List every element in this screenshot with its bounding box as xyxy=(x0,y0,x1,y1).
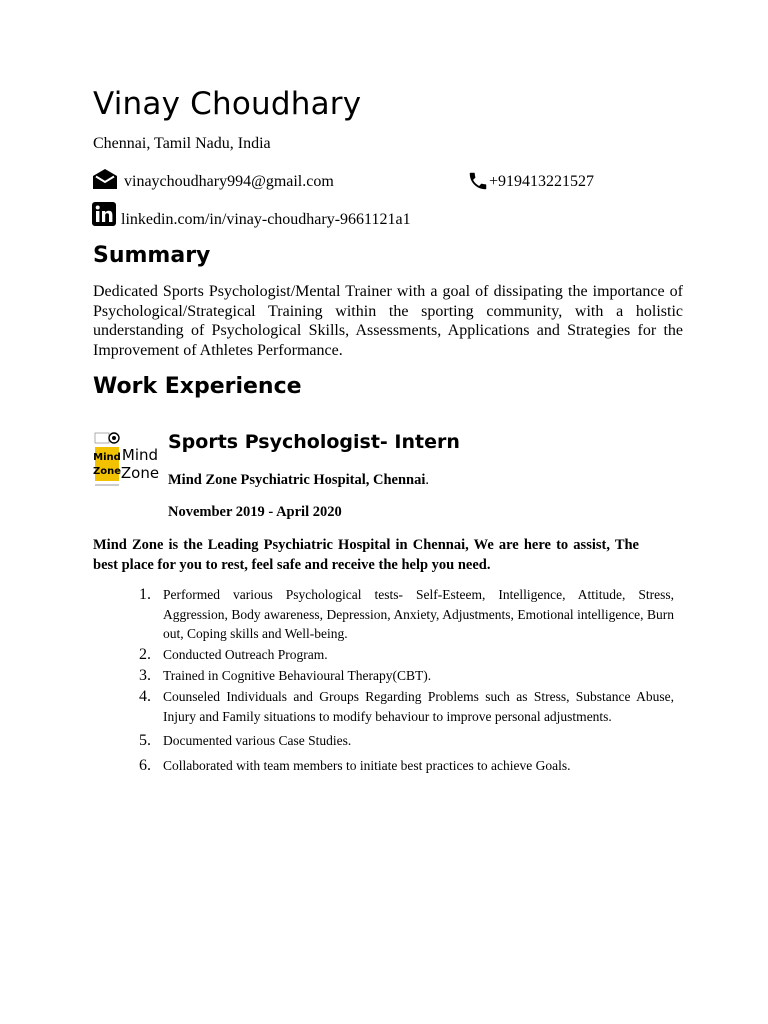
company-description: Mind Zone is the Leading Psychiatric Hospital in Chennai, We are here to assist, The best place for you to rest, feel safe and receive the help you need. xyxy=(93,537,639,573)
candidate-name: Vinay Choudhary xyxy=(93,86,362,122)
company-name xyxy=(168,472,429,489)
logo-word-zone: Zone xyxy=(120,464,159,482)
linkedin-link[interactable]: linkedin.com/in/vinay-choudhary-9661121a1 xyxy=(121,211,411,228)
list-item-number: 3. xyxy=(139,667,151,684)
company-name-text: Mind Zone Psychiatric Hospital, Chennai xyxy=(168,472,426,488)
list-item-number: 4. xyxy=(139,688,151,705)
summary-heading: Summary xyxy=(93,243,211,268)
list-item-text: Trained in Cognitive Behavioural Therapy(CBT). xyxy=(163,668,432,683)
logo-word-mind: Mind xyxy=(121,446,159,464)
list-item-text: Documented various Case Studies. xyxy=(163,733,352,748)
mind-zone-logo xyxy=(93,430,159,488)
linkedin-icon xyxy=(92,202,116,226)
email-link[interactable]: vinaychoudhary994@gmail.com xyxy=(124,173,334,190)
job-title: Sports Psychologist- Intern xyxy=(168,431,460,453)
phone-number[interactable]: +919413221527 xyxy=(489,173,595,190)
list-item xyxy=(134,666,674,686)
list-item xyxy=(134,756,674,776)
summary-text: Dedicated Sports Psychologist/Mental Trainer with a goal of dissipating the importance of Psychological/Strategical Training within the sporting community, with a holistic understanding of Psychological Skills, Assessments, Applications and Strategies for the Improvement of Athletes Performance. xyxy=(93,283,683,359)
list-item-text: Conducted Outreach Program. xyxy=(163,647,328,662)
work-experience-heading: Work Experience xyxy=(93,374,302,399)
list-item xyxy=(134,731,674,751)
list-item-text: Counseled Individuals and Groups Regarding Problems such as Stress, Substance Abuse, Injury and Family situations to modify behaviour to improve personal adjustments. xyxy=(163,689,674,724)
list-item-number: 5. xyxy=(139,732,151,749)
list-item-number: 2. xyxy=(139,646,151,663)
list-item xyxy=(134,645,674,665)
list-item xyxy=(134,585,674,644)
location-text: Chennai, Tamil Nadu, India xyxy=(93,135,271,152)
list-item-text: Performed various Psychological tests- Self-Esteem, Intelligence, Attitude, Stress, Aggression, Body awareness, Depression, Anxiety, Adjustments, Emotional intelligence, Burn out, Coping skills and Well-being. xyxy=(163,587,674,641)
logo-badge-mind: Mind xyxy=(93,452,121,463)
company-suffix: . xyxy=(425,472,430,488)
job-dates: November 2019 - April 2020 xyxy=(168,504,342,520)
list-item-number: 6. xyxy=(139,756,151,774)
responsibilities-list xyxy=(134,585,674,777)
envelope-icon xyxy=(92,168,118,190)
list-item-text: Collaborated with team members to initiate best practices to achieve Goals. xyxy=(163,757,571,773)
list-item xyxy=(134,687,674,726)
phone-icon xyxy=(467,170,489,192)
list-item-number: 1. xyxy=(139,586,151,603)
logo-badge-zone: Zone xyxy=(93,466,122,477)
